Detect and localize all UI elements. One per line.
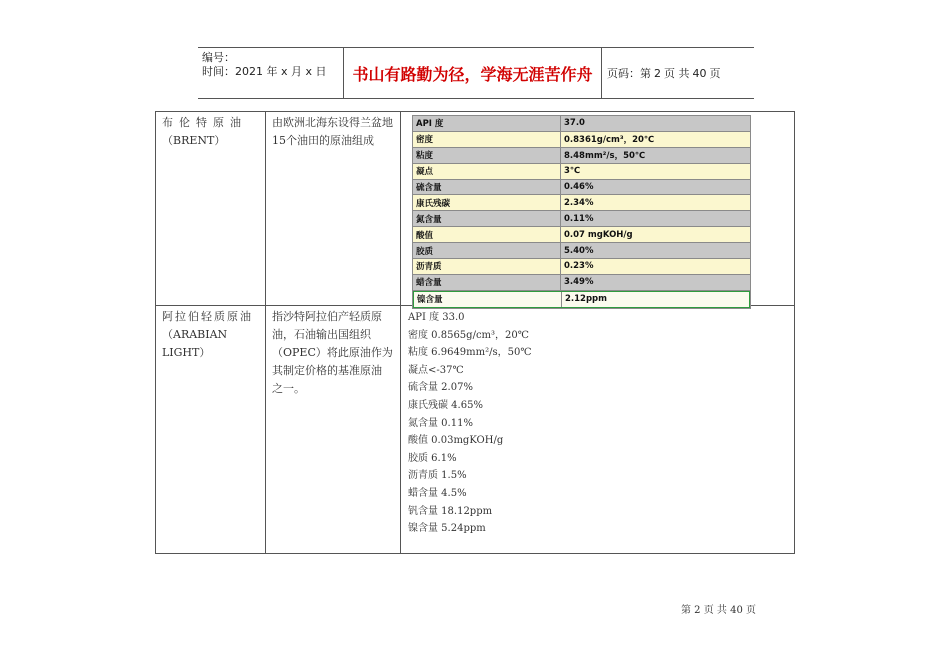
property-name: 镍含量: [414, 292, 562, 307]
property-value: 3.49%: [564, 277, 594, 288]
property-name: 酸值: [413, 227, 561, 242]
property-name: 胶质: [413, 243, 561, 258]
number-label: 编号：: [202, 51, 235, 64]
column-divider: [400, 112, 401, 553]
property-line: 酸值 0.03mgKOH/g: [408, 435, 504, 447]
desc-line: 其制定价格的基准原油: [272, 364, 382, 377]
property-value: 0.8361g/cm³，20℃: [564, 135, 655, 146]
oil-description: 由欧洲北海东设得兰盆地15个油田的原油组成: [272, 116, 393, 147]
header-meta: [198, 48, 344, 98]
property-row: [413, 195, 750, 211]
oil-description: [272, 308, 397, 398]
property-value: 5.40%: [564, 245, 594, 256]
page-label: 页码：第: [607, 67, 651, 80]
property-value: 0.11%: [564, 213, 594, 224]
property-name: 硫含量: [413, 180, 561, 195]
property-value: 2.12ppm: [565, 294, 607, 305]
oil-name-cn: 布伦特原油: [162, 116, 247, 129]
page-mid: 页 共: [664, 67, 690, 80]
property-line: 氮含量 0.11%: [408, 417, 473, 429]
desc-line: 之一。: [272, 382, 305, 395]
property-value: 8.48mm²/s，50℃: [564, 151, 646, 162]
property-row: [413, 243, 750, 259]
time-label: 时间：2021 年 x 月 x 日: [202, 65, 327, 78]
property-row: [413, 211, 750, 227]
property-name: 蜡含量: [413, 275, 561, 290]
property-value: 3℃: [564, 166, 581, 177]
property-line: 镍含量 5.24ppm: [408, 523, 486, 535]
property-row: [413, 275, 750, 291]
desc-line: 油，石油输出国组织: [272, 328, 371, 341]
property-row: [413, 116, 750, 132]
arabian-light-property-list: [408, 309, 532, 538]
property-name: 粘度: [413, 148, 561, 163]
property-line: 凝点<-37℃: [408, 364, 464, 376]
property-line: 胶质 6.1%: [408, 452, 457, 464]
property-value: 0.23%: [564, 261, 594, 272]
property-row: [413, 132, 750, 148]
property-row: [413, 227, 750, 243]
brent-property-table: [412, 115, 751, 309]
header-motto: 书山有路勤为径，学海无涯苦作舟: [344, 48, 602, 98]
property-line: 康氏残碳 4.65%: [408, 399, 483, 411]
page-footer: 第 2 页 共 40 页: [681, 605, 756, 616]
header-page-info: [601, 48, 754, 98]
property-name: 氮含量: [413, 211, 561, 226]
property-name: 凝点: [413, 164, 561, 179]
property-value: 2.34%: [564, 197, 594, 208]
property-line: 密度 0.8565g/cm³，20℃: [408, 329, 529, 341]
property-line: 蜡含量 4.5%: [408, 487, 467, 499]
property-value: 0.46%: [564, 182, 594, 192]
oil-name-en: （ARABIAN LIGHT）: [162, 328, 228, 359]
property-name: 密度: [413, 132, 561, 147]
property-value: 0.07 mgKOH/g: [564, 229, 633, 240]
page-end: 页: [709, 67, 721, 80]
page-header: [198, 47, 754, 99]
oil-name-en: （BRENT）: [162, 134, 226, 147]
desc-line: （OPEC）将此原油作为: [272, 346, 393, 359]
property-name: API 度: [413, 116, 561, 131]
property-line: 沥青质 1.5%: [408, 470, 467, 482]
oil-name-cn: 阿拉伯轻质原油: [162, 310, 253, 323]
desc-line: 指沙特阿拉伯产轻质原: [272, 310, 382, 323]
property-line: 硫含量 2.07%: [408, 382, 473, 394]
property-line: 粘度 6.9649mm²/s，50℃: [408, 347, 532, 359]
property-line: 钒含量 18.12ppm: [408, 505, 493, 517]
property-row: [413, 259, 750, 275]
property-name: 沥青质: [413, 259, 561, 274]
property-row: [413, 148, 750, 164]
property-value: 37.0: [564, 118, 585, 129]
property-row: [413, 164, 750, 180]
page-number: 2: [654, 66, 661, 80]
property-name: 康氏残碳: [413, 195, 561, 210]
property-row: [413, 291, 750, 308]
page-total: 40: [692, 66, 707, 80]
property-row: [413, 180, 750, 196]
property-line: API 度 33.0: [408, 312, 465, 323]
